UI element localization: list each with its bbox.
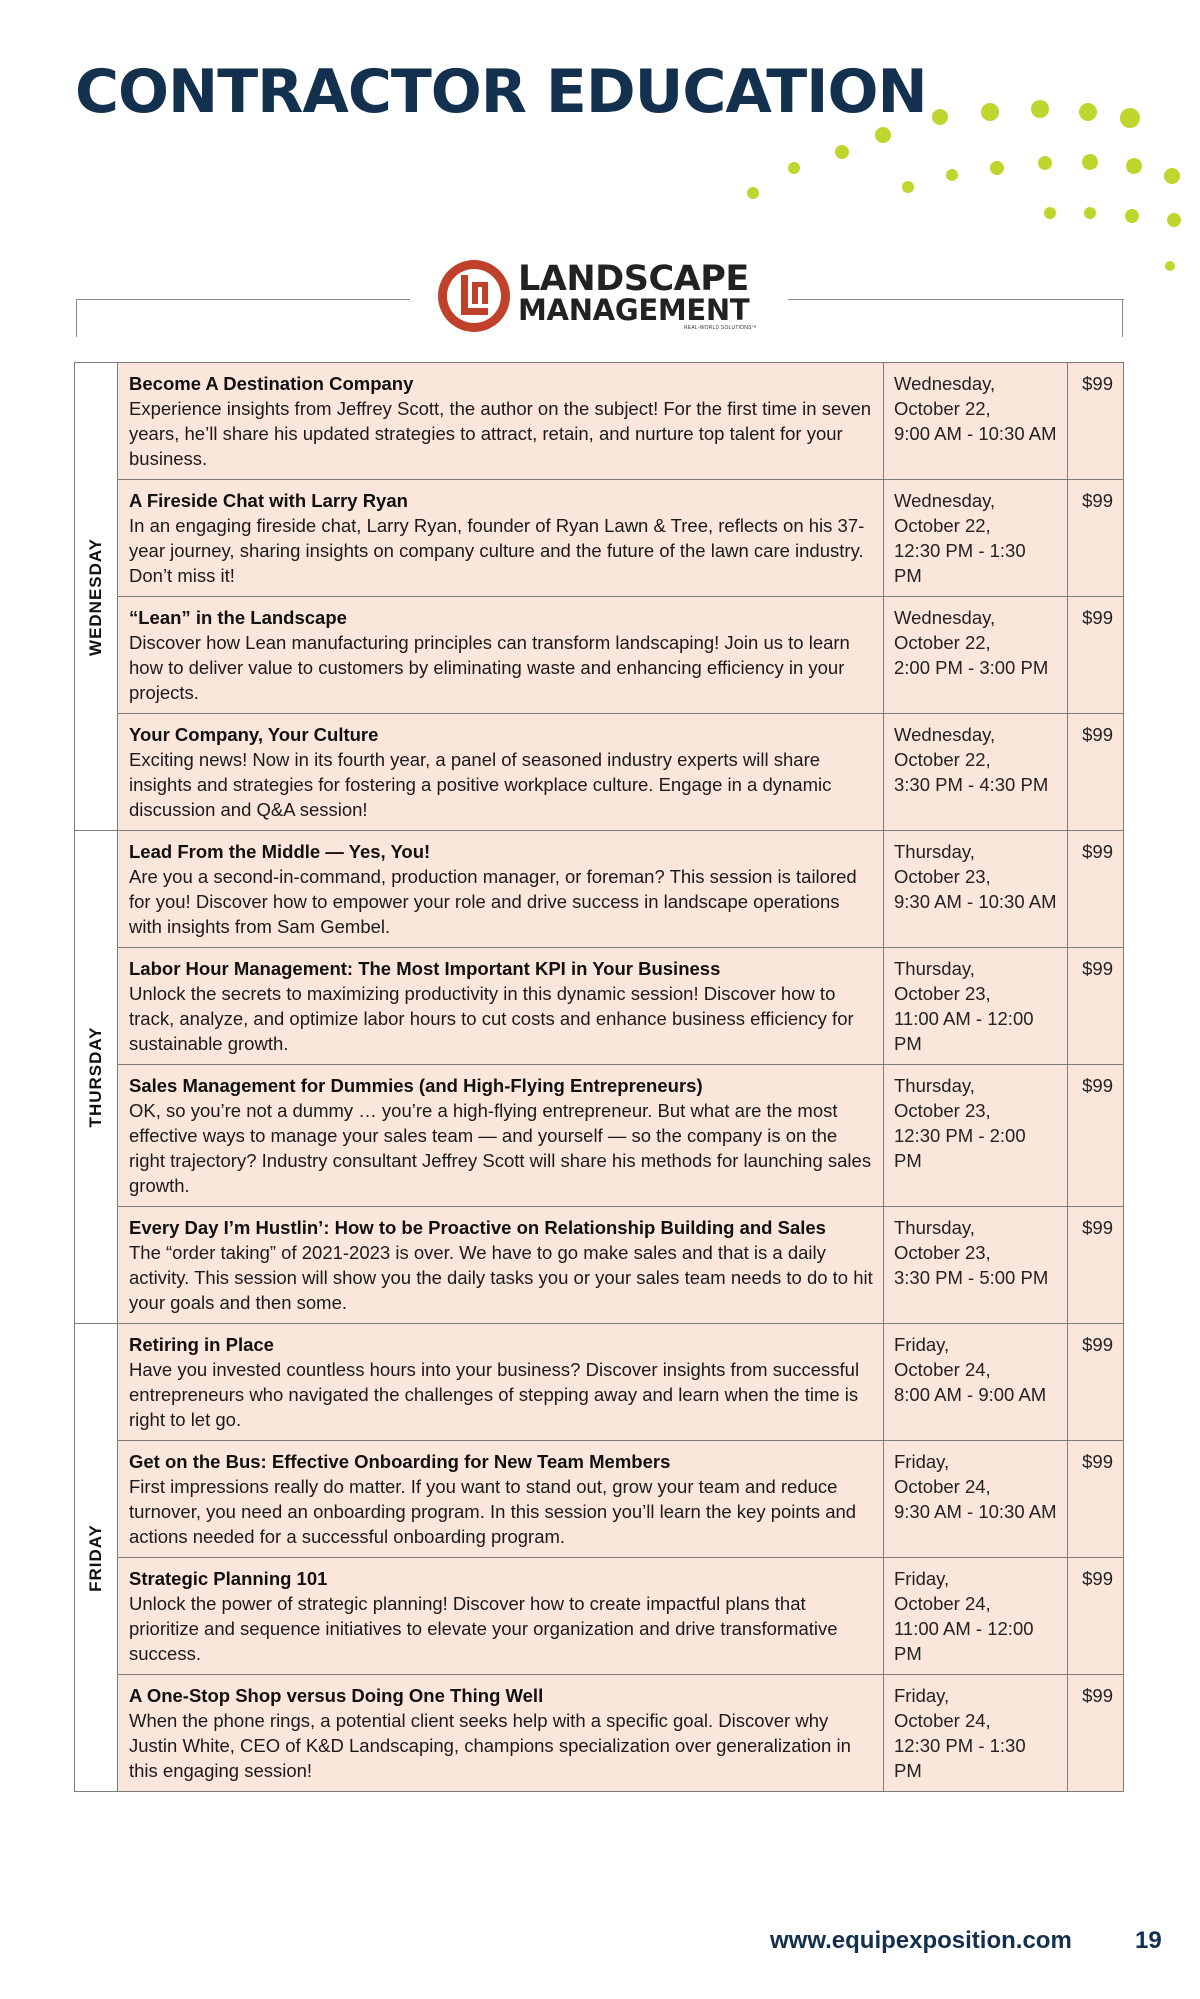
session-description: First impressions really do matter. If you want to stand out, grow your team and reduce turnover, you need an onboarding program. In this session you’ll learn the key points and actions needed for a successful onboarding program. bbox=[129, 1476, 857, 1547]
session-row bbox=[75, 1558, 1124, 1675]
session-description: When the phone rings, a potential client seeks help with a specific goal. Discover why Justin White, CEO of K&D Landscaping, champions specialization over generalization in this engaging session! bbox=[129, 1710, 851, 1781]
session-row bbox=[75, 948, 1124, 1065]
session-datetime-cell bbox=[884, 1324, 1068, 1441]
session-price: $99 bbox=[1082, 1568, 1113, 1589]
session-price-cell bbox=[1068, 1558, 1124, 1675]
session-description: The “order taking” of 2021-2023 is over. We have to go make sales and that is a daily activity. This session will show you the daily tasks you or your sales team needs to do to hit your goals and then some. bbox=[129, 1242, 873, 1313]
session-cell bbox=[118, 363, 884, 480]
session-price: $99 bbox=[1082, 1685, 1113, 1706]
session-datetime-line: Friday, bbox=[894, 1451, 950, 1472]
session-row bbox=[75, 1324, 1124, 1441]
session-title: Strategic Planning 101 bbox=[129, 1568, 328, 1589]
session-row bbox=[75, 714, 1124, 831]
session-datetime-line: October 22, bbox=[894, 749, 991, 770]
decorative-dot bbox=[1038, 156, 1052, 170]
session-price-cell bbox=[1068, 1207, 1124, 1324]
decorative-dot bbox=[747, 187, 759, 199]
decorative-dot bbox=[1084, 207, 1096, 219]
decorative-dot bbox=[990, 161, 1004, 175]
decorative-dot bbox=[1167, 213, 1181, 227]
session-datetime-line: October 24, bbox=[894, 1476, 991, 1497]
session-datetime-line: October 24, bbox=[894, 1359, 991, 1380]
session-price-cell bbox=[1068, 714, 1124, 831]
session-datetime-cell bbox=[884, 1207, 1068, 1324]
decorative-dot bbox=[1125, 209, 1139, 223]
session-price: $99 bbox=[1082, 1075, 1113, 1096]
session-datetime-cell bbox=[884, 597, 1068, 714]
landscape-management-logo bbox=[436, 258, 766, 338]
lm-emblem-icon bbox=[436, 258, 512, 334]
session-datetime-cell bbox=[884, 1675, 1068, 1792]
session-price: $99 bbox=[1082, 373, 1113, 394]
session-datetime-line: Wednesday, bbox=[894, 373, 996, 394]
session-price-cell bbox=[1068, 1324, 1124, 1441]
decorative-dot bbox=[1126, 158, 1142, 174]
session-title: Labor Hour Management: The Most Important KPI in Your Business bbox=[129, 958, 721, 979]
session-datetime-line: 12:30 PM - 1:30 PM bbox=[894, 1735, 1026, 1781]
session-schedule-table bbox=[74, 362, 1124, 1792]
session-datetime-line: October 23, bbox=[894, 983, 991, 1004]
brand-name-line1: LANDSCAPE bbox=[518, 259, 749, 299]
session-datetime-line: October 23, bbox=[894, 866, 991, 887]
session-datetime-line: Wednesday, bbox=[894, 490, 996, 511]
session-datetime-line: 3:30 PM - 5:00 PM bbox=[894, 1267, 1049, 1288]
decorative-dot bbox=[835, 145, 849, 159]
session-datetime-line: Friday, bbox=[894, 1685, 950, 1706]
decorative-dot bbox=[1165, 261, 1175, 271]
decorative-dot bbox=[1120, 108, 1140, 128]
session-title: Get on the Bus: Effective Onboarding for New Team Members bbox=[129, 1451, 671, 1472]
session-price: $99 bbox=[1082, 490, 1113, 511]
session-price-cell bbox=[1068, 1065, 1124, 1207]
session-datetime-line: October 24, bbox=[894, 1593, 991, 1614]
day-cell bbox=[75, 831, 118, 1324]
session-description: Have you invested countless hours into your business? Discover insights from successful entrepreneurs who navigated the challenges of stepping away and learn when the time is right to let go. bbox=[129, 1359, 860, 1430]
logo-rule-right bbox=[788, 299, 1124, 300]
session-cell bbox=[118, 1207, 884, 1324]
day-label: THURSDAY bbox=[86, 1026, 105, 1128]
session-datetime-line: 8:00 AM - 9:00 AM bbox=[894, 1384, 1047, 1405]
session-description: Unlock the power of strategic planning! Discover how to create impactful plans that prioritize and sequence initiatives to elevate your organization and drive transformative success. bbox=[129, 1593, 838, 1664]
session-datetime-line: Wednesday, bbox=[894, 724, 996, 745]
day-label: FRIDAY bbox=[86, 1523, 105, 1592]
session-datetime-line: Thursday, bbox=[894, 1075, 975, 1096]
session-price: $99 bbox=[1082, 1334, 1113, 1355]
session-price-cell bbox=[1068, 597, 1124, 714]
session-description: Are you a second-in-command, production manager, or foreman? This session is tailored for you! Discover how to empower your role and drive success in landscape operations with insights from Sam Gembel. bbox=[129, 866, 857, 937]
decorative-dot-pattern bbox=[700, 80, 1200, 300]
session-description: Experience insights from Jeffrey Scott, the author on the subject! For the first time in seven years, he’ll share his updated strategies to attract, retain, and nurture top talent for your business. bbox=[129, 398, 872, 469]
session-row bbox=[75, 597, 1124, 714]
session-datetime-cell bbox=[884, 1558, 1068, 1675]
session-title: “Lean” in the Landscape bbox=[129, 607, 347, 628]
session-row bbox=[75, 480, 1124, 597]
session-title: A Fireside Chat with Larry Ryan bbox=[129, 490, 408, 511]
session-datetime-cell bbox=[884, 831, 1068, 948]
session-cell bbox=[118, 1675, 884, 1792]
session-title: Retiring in Place bbox=[129, 1334, 274, 1355]
session-row bbox=[75, 831, 1124, 948]
session-price-cell bbox=[1068, 948, 1124, 1065]
session-price-cell bbox=[1068, 1441, 1124, 1558]
session-datetime-line: 3:30 PM - 4:30 PM bbox=[894, 774, 1049, 795]
session-price: $99 bbox=[1082, 607, 1113, 628]
decorative-dot bbox=[788, 162, 800, 174]
brand-name-line2: MANAGEMENT bbox=[518, 293, 750, 327]
session-cell bbox=[118, 1441, 884, 1558]
session-datetime-line: October 23, bbox=[894, 1242, 991, 1263]
session-cell bbox=[118, 1324, 884, 1441]
session-datetime-line: October 24, bbox=[894, 1710, 991, 1731]
session-price: $99 bbox=[1082, 724, 1113, 745]
session-datetime-line: 9:30 AM - 10:30 AM bbox=[894, 891, 1057, 912]
session-description: Exciting news! Now in its fourth year, a panel of seasoned industry experts will share insights and strategies for fostering a positive workplace culture. Engage in a dynamic discussion and Q&A session! bbox=[129, 749, 832, 820]
day-label: WEDNESDAY bbox=[86, 537, 105, 656]
session-description: In an engaging fireside chat, Larry Ryan, founder of Ryan Lawn & Tree, reflects on his 37-year journey, sharing insights on company culture and the future of the lawn care industry. Don’t miss it! bbox=[129, 515, 865, 586]
session-cell bbox=[118, 1065, 884, 1207]
brand-name bbox=[518, 259, 750, 327]
session-title: Lead From the Middle — Yes, You! bbox=[129, 841, 431, 862]
session-description: Discover how Lean manufacturing principles can transform landscaping! Join us to learn how to deliver value to customers by eliminating waste and enhancing efficiency in your projects. bbox=[129, 632, 850, 703]
session-price: $99 bbox=[1082, 958, 1113, 979]
session-datetime-line: Wednesday, bbox=[894, 607, 996, 628]
session-cell bbox=[118, 1558, 884, 1675]
session-datetime-line: Friday, bbox=[894, 1568, 950, 1589]
session-datetime-line: 9:30 AM - 10:30 AM bbox=[894, 1501, 1057, 1522]
session-datetime-line: October 22, bbox=[894, 398, 991, 419]
page-title: CONTRACTOR EDUCATION bbox=[75, 57, 927, 127]
session-price: $99 bbox=[1082, 1217, 1113, 1238]
session-price-cell bbox=[1068, 1675, 1124, 1792]
session-price: $99 bbox=[1082, 1451, 1113, 1472]
session-title: Your Company, Your Culture bbox=[129, 724, 379, 745]
session-datetime-line: Friday, bbox=[894, 1334, 950, 1355]
session-datetime-line: October 23, bbox=[894, 1100, 991, 1121]
day-cell bbox=[75, 363, 118, 831]
session-price: $99 bbox=[1082, 841, 1113, 862]
session-datetime-line: Thursday, bbox=[894, 958, 975, 979]
session-datetime-line: Thursday, bbox=[894, 1217, 975, 1238]
session-datetime-cell bbox=[884, 1065, 1068, 1207]
session-datetime-line: 9:00 AM - 10:30 AM bbox=[894, 423, 1057, 444]
session-row bbox=[75, 1441, 1124, 1558]
decorative-dot bbox=[981, 103, 999, 121]
session-cell bbox=[118, 597, 884, 714]
session-row bbox=[75, 363, 1124, 480]
decorative-dot bbox=[1082, 154, 1098, 170]
session-datetime-line: Thursday, bbox=[894, 841, 975, 862]
session-cell bbox=[118, 480, 884, 597]
decorative-dot bbox=[1079, 103, 1097, 121]
brand-tagline: REAL-WORLD SOLUTIONS™ bbox=[684, 325, 757, 331]
session-price-cell bbox=[1068, 831, 1124, 948]
session-datetime-line: 11:00 AM - 12:00 PM bbox=[894, 1618, 1034, 1664]
footer-url[interactable]: www.equipexposition.com bbox=[770, 1927, 1072, 1954]
decorative-dot bbox=[1031, 100, 1049, 118]
session-description: OK, so you’re not a dummy … you’re a high-flying entrepreneur. But what are the most effective ways to manage your sales team — and yourself — so the company is on the right trajectory? Industry consultant Jeffrey Scott will share his methods for launching sales growth. bbox=[129, 1100, 872, 1196]
page-number: 19 bbox=[1135, 1927, 1162, 1954]
session-title: Become A Destination Company bbox=[129, 373, 414, 394]
session-datetime-cell bbox=[884, 363, 1068, 480]
decorative-dot bbox=[1044, 207, 1056, 219]
session-title: A One-Stop Shop versus Doing One Thing Well bbox=[129, 1685, 544, 1706]
session-datetime-cell bbox=[884, 480, 1068, 597]
session-row bbox=[75, 1065, 1124, 1207]
session-datetime-line: 2:00 PM - 3:00 PM bbox=[894, 657, 1049, 678]
session-cell bbox=[118, 714, 884, 831]
session-cell bbox=[118, 948, 884, 1065]
session-datetime-cell bbox=[884, 948, 1068, 1065]
session-cell bbox=[118, 831, 884, 948]
logo-rule-tick-left bbox=[76, 299, 77, 337]
session-datetime-line: 12:30 PM - 2:00 PM bbox=[894, 1125, 1026, 1171]
session-datetime-line: 12:30 PM - 1:30 PM bbox=[894, 540, 1026, 586]
session-datetime-cell bbox=[884, 714, 1068, 831]
decorative-dot bbox=[932, 109, 948, 125]
day-cell bbox=[75, 1324, 118, 1792]
session-description: Unlock the secrets to maximizing productivity in this dynamic session! Discover how to track, analyze, and optimize labor hours to cut costs and enhance business efficiency for sustainable growth. bbox=[129, 983, 854, 1054]
session-row bbox=[75, 1675, 1124, 1792]
session-datetime-cell bbox=[884, 1441, 1068, 1558]
logo-rule-tick-right bbox=[1122, 299, 1123, 337]
decorative-dot bbox=[875, 127, 891, 143]
session-row bbox=[75, 1207, 1124, 1324]
session-datetime-line: October 22, bbox=[894, 632, 991, 653]
session-title: Sales Management for Dummies (and High-Flying Entrepreneurs) bbox=[129, 1075, 703, 1096]
session-title: Every Day I’m Hustlin’: How to be Proactive on Relationship Building and Sales bbox=[129, 1217, 826, 1238]
decorative-dot bbox=[1164, 168, 1180, 184]
session-datetime-line: October 22, bbox=[894, 515, 991, 536]
decorative-dot bbox=[946, 169, 958, 181]
logo-rule-left bbox=[76, 299, 410, 300]
decorative-dot bbox=[902, 181, 914, 193]
session-price-cell bbox=[1068, 363, 1124, 480]
session-datetime-line: 11:00 AM - 12:00 PM bbox=[894, 1008, 1034, 1054]
session-price-cell bbox=[1068, 480, 1124, 597]
